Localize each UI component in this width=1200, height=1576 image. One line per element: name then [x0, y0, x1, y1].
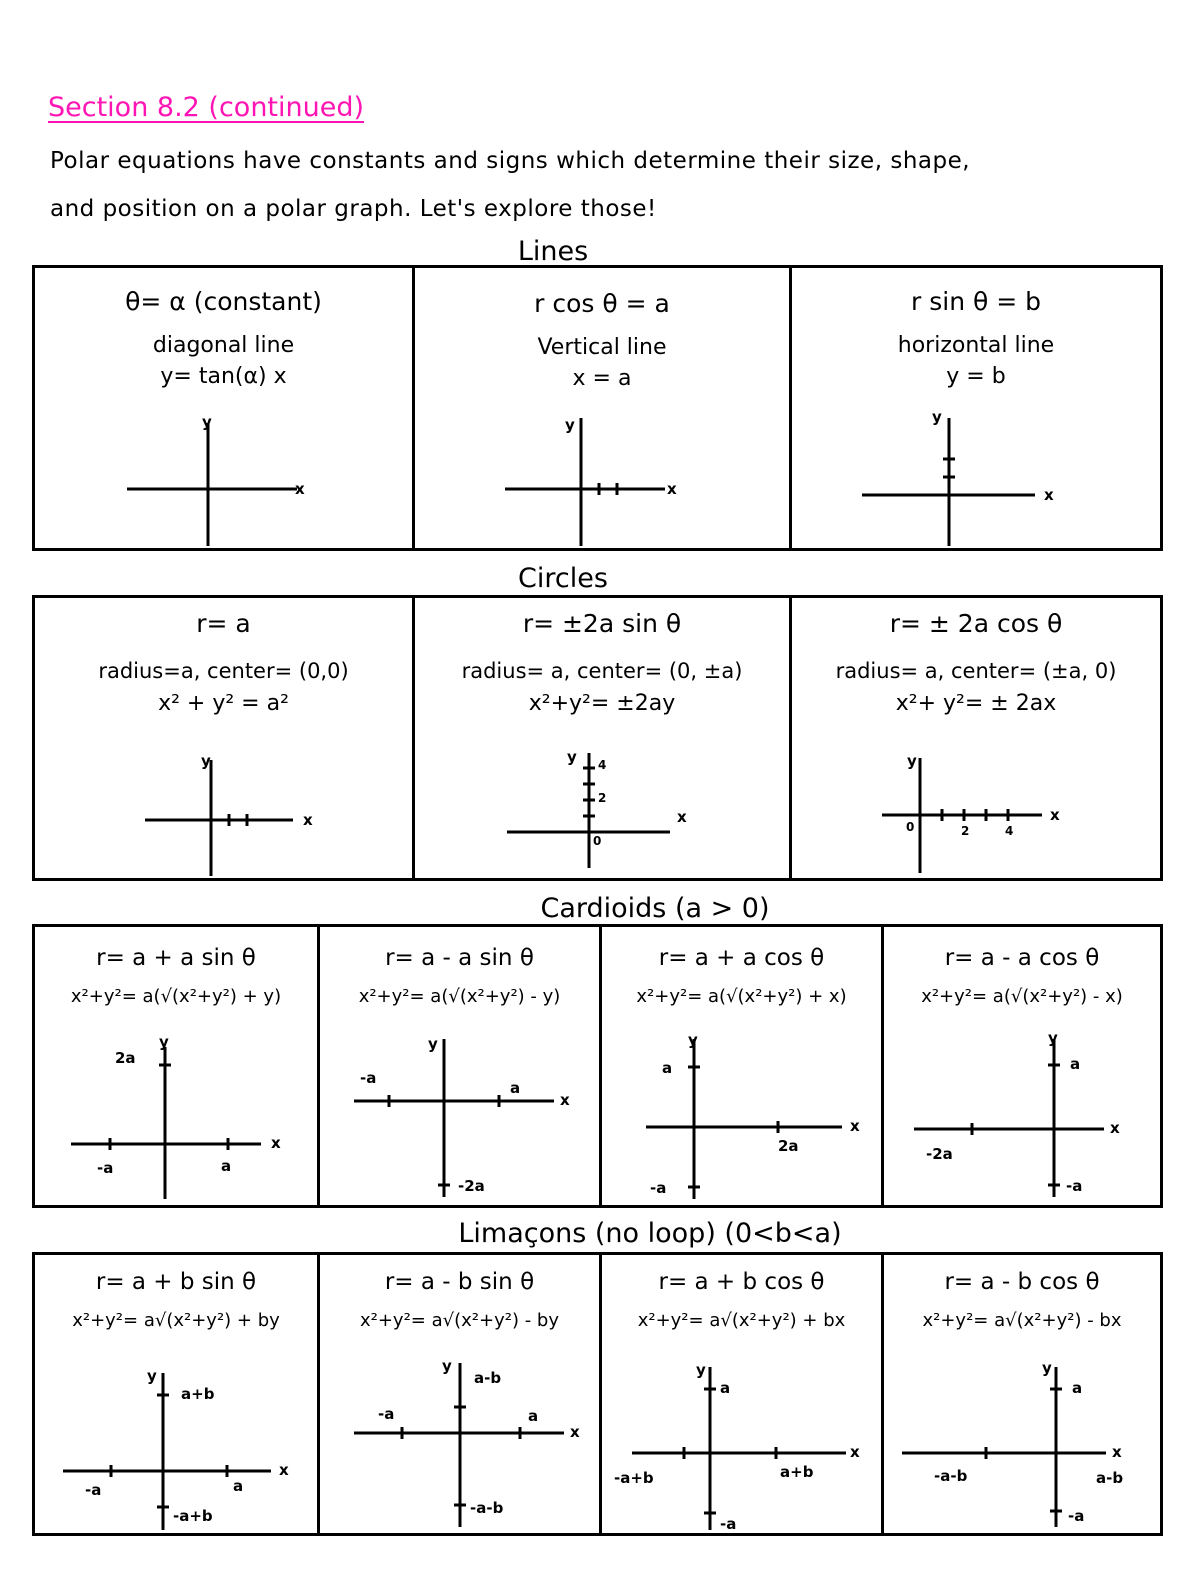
- circles-cell-2: [412, 598, 789, 878]
- intercept-label-a: 2a: [115, 1049, 136, 1067]
- cardioids-table: [32, 924, 1163, 1208]
- limacons-eq-4: r= a - b cos θ: [944, 1269, 1100, 1295]
- circles-eq-2: r= ±2a sin θ: [522, 609, 682, 638]
- circles-cart-2: x²+y²= ±2ay: [528, 690, 676, 716]
- cardioids-cart-1: x²+y²= a(√(x²+y²) + y): [70, 986, 282, 1008]
- lines-eq-2: r cos θ = a: [534, 289, 670, 318]
- cardioids-eq-4: r= a - a cos θ: [944, 945, 1100, 971]
- tick-label: 4: [598, 758, 607, 772]
- tick-label: 0: [906, 820, 915, 834]
- intercept-label-a: -a: [360, 1069, 377, 1087]
- cardioids-cart-3: x²+y²= a(√(x²+y²) + x): [636, 986, 847, 1008]
- circles-desc-2: radius= a, center= (0, ±a): [461, 658, 743, 683]
- tick-label: 2: [961, 824, 970, 838]
- y-axis-label: y: [1048, 1029, 1058, 1047]
- intercept-label-a: a: [1072, 1379, 1083, 1397]
- y-axis-label: y: [1042, 1359, 1052, 1377]
- circles-graph-3: [792, 598, 1163, 878]
- lines-desc-3: horizontal line: [897, 332, 1055, 358]
- intro-line-1: Polar equations have constants and signs which determine their size, shape,: [50, 148, 971, 174]
- cardioids-graph-1: [35, 927, 317, 1207]
- limacons-cart-1: x²+y²= a√(x²+y²) + by: [72, 1310, 280, 1332]
- intercept-label-c: a: [233, 1477, 244, 1495]
- limacons-cart-2: x²+y²= a√(x²+y²) - by: [359, 1310, 559, 1332]
- x-axis-label: x: [279, 1461, 289, 1479]
- page-title: Section 8.2 (continued): [48, 92, 365, 123]
- intro-line-2: and position on a polar graph. Let's explore those!: [50, 196, 657, 222]
- intercept-label-a: a: [720, 1379, 731, 1397]
- x-axis-label: x: [1110, 1119, 1120, 1137]
- limacons-graph-3: [602, 1255, 884, 1535]
- lines-graph-3: [792, 268, 1163, 548]
- x-axis-label: x: [667, 480, 677, 498]
- circles-cart-3: x²+ y²= ± 2ax: [895, 690, 1057, 716]
- x-axis-label: x: [271, 1134, 281, 1152]
- x-axis-label: x: [850, 1443, 860, 1461]
- lines-table: [32, 265, 1163, 551]
- y-axis-label: y: [567, 748, 577, 766]
- lines-desc-1: diagonal line: [152, 332, 295, 358]
- intercept-label-a: a-b: [474, 1369, 502, 1387]
- circles-desc-3: radius= a, center= (±a, 0): [835, 658, 1117, 683]
- intercept-label-c: -2a: [458, 1177, 485, 1195]
- circles-cell-1: [35, 598, 412, 878]
- cardioids-cart-2: x²+y²= a(√(x²+y²) - y): [358, 986, 561, 1008]
- x-axis-label: x: [295, 480, 305, 498]
- limacons-cell-4: [881, 1255, 1160, 1533]
- cardioids-cell-4: [881, 927, 1160, 1205]
- cardioids-graph-3: [602, 927, 884, 1207]
- x-axis-label: x: [1050, 806, 1060, 824]
- y-axis-label: y: [428, 1035, 438, 1053]
- limacons-cell-3: [599, 1255, 881, 1533]
- cardioids-eq-3: r= a + a cos θ: [658, 945, 825, 971]
- lines-desc-2: Vertical line: [537, 334, 667, 360]
- intercept-label-b: -2a: [926, 1145, 953, 1163]
- intercept-label-b: a: [510, 1079, 521, 1097]
- intercept-label-b: -a: [85, 1481, 102, 1499]
- intercept-label-b: 2a: [778, 1137, 799, 1155]
- y-axis-label: y: [159, 1033, 169, 1051]
- limacons-graph-2: [320, 1255, 602, 1535]
- circles-graph-2: [415, 598, 792, 878]
- intercept-label-c: a: [528, 1407, 539, 1425]
- x-axis-label: x: [850, 1117, 860, 1135]
- lines-cell-2: [412, 268, 789, 548]
- intercept-label-d: -a-b: [470, 1499, 504, 1517]
- lines-cart-1: y= tan(α) x: [160, 364, 287, 390]
- limacons-eq-3: r= a + b cos θ: [658, 1269, 825, 1295]
- lines-cart-2: x = a: [572, 366, 632, 392]
- intercept-label-a: a: [1070, 1055, 1081, 1073]
- limacons-graph-4: [884, 1255, 1163, 1535]
- intercept-label-b: -a-b: [934, 1467, 968, 1485]
- intercept-label-c: a: [221, 1157, 232, 1175]
- lines-graph-2: [415, 268, 792, 548]
- limacons-cart-3: x²+y²= a√(x²+y²) + bx: [637, 1310, 846, 1332]
- circles-cart-1: x² + y² = a²: [158, 690, 289, 716]
- intercept-label-c: a-b: [1096, 1469, 1124, 1487]
- intercept-label-c: a+b: [780, 1463, 814, 1481]
- limacons-graph-1: [35, 1255, 317, 1535]
- y-axis-label: y: [565, 416, 575, 434]
- cardioids-cell-1: [35, 927, 317, 1205]
- lines-heading: Lines: [517, 236, 589, 267]
- y-axis-label: y: [907, 752, 917, 770]
- y-axis-label: y: [202, 413, 212, 431]
- x-axis-label: x: [303, 811, 313, 829]
- x-axis-label: x: [677, 808, 687, 826]
- circles-table: [32, 595, 1163, 881]
- intercept-label-c: -a: [650, 1179, 667, 1197]
- intercept-label-a: a+b: [181, 1385, 215, 1403]
- limacons-cell-1: [35, 1255, 317, 1533]
- limacons-table: [32, 1252, 1163, 1536]
- circles-heading: Circles: [518, 563, 608, 594]
- intercept-label-d: -a: [720, 1515, 737, 1533]
- lines-cart-3: y = b: [946, 364, 1006, 390]
- limacons-cart-4: x²+y²= a√(x²+y²) - bx: [922, 1310, 1122, 1332]
- lines-cell-3: [789, 268, 1160, 548]
- y-axis-label: y: [147, 1367, 157, 1385]
- x-axis-label: x: [1044, 486, 1054, 504]
- circles-eq-3: r= ± 2a cos θ: [889, 609, 1063, 638]
- cardioids-eq-2: r= a - a sin θ: [385, 945, 534, 971]
- cardioids-heading: Cardioids (a > 0): [540, 893, 770, 924]
- cardioids-eq-1: r= a + a sin θ: [96, 945, 256, 971]
- lines-eq-1: θ= α (constant): [125, 287, 322, 316]
- lines-cell-1: [35, 268, 412, 548]
- lines-graph-1: [35, 268, 412, 548]
- circles-graph-1: [35, 598, 412, 878]
- y-axis-label: y: [932, 408, 942, 426]
- tick-label: 0: [593, 834, 602, 848]
- x-axis-label: x: [1112, 1443, 1122, 1461]
- intercept-label-d: -a+b: [173, 1507, 213, 1525]
- limacons-cell-2: [317, 1255, 599, 1533]
- y-axis-label: y: [688, 1031, 698, 1049]
- y-axis-label: y: [201, 752, 211, 770]
- limacons-eq-2: r= a - b sin θ: [384, 1269, 535, 1295]
- lines-eq-3: r sin θ = b: [911, 287, 1041, 316]
- limacons-eq-1: r= a + b sin θ: [95, 1269, 257, 1295]
- cardioids-cart-4: x²+y²= a(√(x²+y²) - x): [921, 986, 1123, 1008]
- intercept-label-b: -a: [378, 1405, 395, 1423]
- intercept-label-b: -a: [97, 1159, 114, 1177]
- cardioids-cell-2: [317, 927, 599, 1205]
- intercept-label-a: a: [662, 1059, 673, 1077]
- tick-label: 2: [598, 791, 607, 805]
- limacons-heading: Limaçons (no loop) (0<b<a): [458, 1218, 842, 1249]
- circles-eq-1: r= a: [196, 609, 251, 638]
- cardioids-cell-3: [599, 927, 881, 1205]
- cardioids-graph-2: [320, 927, 602, 1207]
- y-axis-label: y: [696, 1361, 706, 1379]
- y-axis-label: y: [442, 1357, 452, 1375]
- tick-label: 4: [1005, 824, 1014, 838]
- circles-desc-1: radius=a, center= (0,0): [98, 658, 349, 683]
- x-axis-label: x: [570, 1423, 580, 1441]
- intercept-label-b: -a+b: [614, 1469, 654, 1487]
- intercept-label-d: -a: [1068, 1507, 1085, 1525]
- x-axis-label: x: [560, 1091, 570, 1109]
- circles-cell-3: [789, 598, 1160, 878]
- intercept-label-c: -a: [1066, 1177, 1083, 1195]
- cardioids-graph-4: [884, 927, 1163, 1207]
